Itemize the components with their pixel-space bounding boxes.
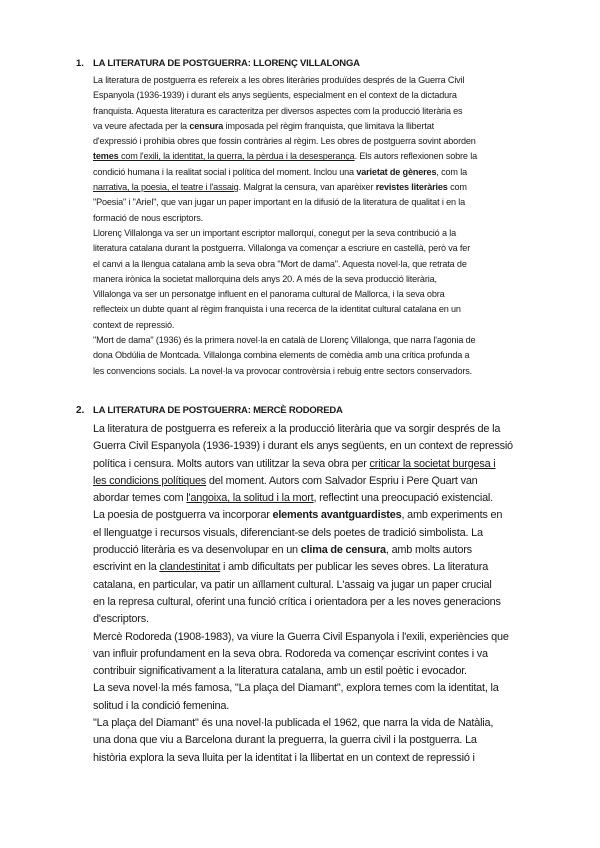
text-line — [93, 421, 513, 438]
text-line — [93, 104, 477, 119]
text-run: una dona que viu a Barcelona durant la preguerra, la guerra civil i la postguerra. La — [93, 734, 477, 747]
text-line — [93, 594, 513, 611]
underlined-phrase: l'angoixa, la solitud i la mort — [186, 492, 314, 505]
text-run: condició humana i la realitat social i política del moment. Inclou una — [93, 166, 357, 177]
text-line — [93, 241, 477, 256]
text-run: Villalonga va ser un personatge influent en el panorama cultural de Mallorca, i la seva obra — [93, 289, 445, 300]
text-run: La seva novel·la més famosa, "La plaça del Diamant", explora temes com la identitat, la — [93, 682, 499, 695]
text-run: Mercè Rodoreda (1908-1983), va viure la Guerra Civil Espanyola i l'exili, experiències que — [93, 630, 509, 643]
text-line — [93, 646, 513, 663]
text-line — [93, 715, 513, 732]
text-line — [93, 333, 477, 348]
text-line — [93, 348, 477, 363]
text-line — [93, 750, 513, 767]
text-line — [93, 149, 477, 164]
text-run: com — [447, 182, 467, 193]
bold-term: elements avantguardistes — [272, 509, 402, 522]
text-line — [93, 257, 477, 272]
text-run: van influir profundament en la seva obra. Rodoreda va començar escrivint contes i va — [93, 647, 488, 660]
text-run: contribuir significativament a la literatura catalana, amb un estil poètic i evocador. — [93, 665, 467, 678]
bold-term: clima de censura — [300, 544, 386, 557]
text-run: el llenguatge i recursos visuals, diferenciant-se dels poetes de tradició simbolista. La — [93, 526, 483, 539]
text-line — [93, 119, 477, 134]
text-line — [93, 287, 477, 302]
underlined-phrase: narrativa, la poesia, el teatre i l'assaig — [93, 182, 239, 193]
text-line — [93, 195, 477, 210]
text-run: va veure afectada per la — [93, 120, 190, 131]
text-line — [93, 490, 513, 507]
text-run: solitud i la condició femenina. — [93, 699, 230, 712]
text-run: "Mort de dama" (1936) és la primera novel·la en català de Llorenç Villalonga, que narra l'agonia de — [93, 335, 476, 346]
text-run: història explora la seva lluita per la identitat i la llibertat en un context de repressió i — [93, 751, 475, 764]
text-run: abordar temes com — [93, 492, 187, 505]
text-line — [93, 272, 477, 287]
text-line — [93, 732, 513, 749]
text-run: franquista. Aquesta literatura es caracteritza per diversos aspectes com la producció literària es — [93, 105, 463, 116]
text-run: La literatura de postguerra es refereix a la producció literària que va sorgir després de la — [93, 423, 501, 435]
text-run: en la represa cultural, oferint una funció crítica i orientadora per a les noves generacions — [93, 595, 501, 608]
text-run: d'escriptors. — [93, 613, 149, 626]
text-run: . Els autors reflexionen sobre la — [354, 151, 477, 162]
text-line — [93, 663, 513, 680]
text-run: , com la — [436, 166, 468, 177]
text-run: producció literària es va desenvolupar en un — [93, 544, 301, 557]
bold-term: temes — [93, 151, 119, 162]
text-line — [93, 525, 513, 542]
text-run: Llorenç Villalonga va ser un important escriptor mallorquí, conegut per la seva contribució a la — [93, 227, 457, 238]
text-run: Guerra Civil Espanyola (1936-1939) i durant els anys següents, en un context de repressió — [93, 440, 513, 453]
text-run: escrivint en la — [93, 561, 160, 574]
text-line — [93, 73, 477, 88]
text-line — [93, 629, 513, 646]
text-line — [93, 165, 477, 180]
text-run: d'expressió i prohibia obres que fossin contràries al règim. Les obres de postguerra sovint aborden — [93, 136, 476, 147]
text-run: "Poesia" i "Ariel", que van jugar un paper important en la difusió de la literatura de qualitat i en la — [93, 197, 466, 208]
section-body — [93, 421, 513, 767]
text-line — [93, 507, 513, 524]
text-run: del moment. Autors com Salvador Espriu i Pere Quart van — [206, 474, 478, 487]
text-run: i amb dificultats per publicar les seves obres. La literatura — [220, 561, 489, 574]
section-heading: LA LITERATURA DE POSTGUERRA: MERCÈ RODOREDA — [93, 405, 343, 416]
section-body — [93, 73, 477, 379]
section-number: 2. — [76, 405, 85, 416]
text-line — [93, 577, 513, 594]
text-line — [93, 302, 477, 317]
text-run: el canvi a la llengua catalana amb la seva obra "Mort de dama". Aquesta novel·la, que retrata de — [93, 258, 467, 269]
bold-term: varietat de gèneres — [356, 166, 437, 177]
text-run: , amb molts autors — [385, 544, 472, 557]
text-run: imposada pel règim franquista, que limitava la llibertat — [223, 120, 435, 131]
text-line — [93, 88, 477, 103]
text-line — [93, 438, 513, 455]
bold-term: revistes literàries — [375, 182, 448, 193]
text-run: literatura catalana durant la postguerra. Villalonga va començar a escriure en castellà, però va fer — [93, 243, 471, 254]
underlined-phrase: criticar la societat burgesa i — [369, 457, 496, 470]
text-run: formació de nous escriptors. — [93, 212, 204, 223]
text-run: manera irònica la societat mallorquina dels anys 20. A més de la seva producció literària, — [93, 273, 437, 284]
text-run: Espanyola (1936-1939) i durant els anys següents, especialment en el context de la dictadura — [93, 90, 457, 101]
text-run: catalana, en particular, va patir un aïllament cultural. L'assaig va jugar un paper crucial — [93, 578, 492, 591]
text-line — [93, 226, 477, 241]
text-line — [93, 473, 513, 490]
underlined-phrase: clandestinitat — [159, 561, 221, 574]
text-line — [93, 559, 513, 576]
text-line — [93, 211, 477, 226]
underlined-phrase: les condicions polítiques — [93, 474, 207, 487]
section-heading: LA LITERATURA DE POSTGUERRA: LLORENÇ VILLALONGA — [93, 58, 360, 69]
text-run: les convencions socials. La novel·la va provocar controvèrsia i rebuig entre sectors conservadors. — [93, 365, 473, 376]
bold-term: censura — [189, 120, 224, 131]
underlined-phrase: com l'exili, la identitat, la guerra, la pèrdua i la desesperança — [120, 151, 355, 162]
text-line — [93, 364, 477, 379]
text-line — [93, 698, 513, 715]
text-line — [93, 680, 513, 697]
text-run: , amb experiments en — [401, 509, 503, 522]
text-line — [93, 542, 513, 559]
text-run: . Malgrat la censura, van aparèixer — [238, 182, 376, 193]
text-run: dona Obdúlia de Montcada. Villalonga combina elements de comèdia amb una crítica profunda a — [93, 350, 470, 361]
text-line — [93, 456, 513, 473]
text-run: política i censura. Molts autors van utilitzar la seva obra per — [93, 457, 370, 470]
text-line — [93, 611, 513, 628]
text-line — [93, 180, 477, 195]
text-line — [93, 318, 477, 333]
text-line — [93, 134, 477, 149]
text-run: La literatura de postguerra es refereix a les obres literàries produïdes després de la Guerra Civil — [93, 75, 465, 85]
text-run: reflecteix un dubte quant al règim franquista i una recerca de la identitat cultural catalana en un — [93, 304, 461, 315]
text-run: context de repressió. — [93, 319, 175, 330]
text-run: La poesia de postguerra va incorporar — [93, 509, 273, 522]
text-run: "La plaça del Diamant" és una novel·la publicada el 1962, que narra la vida de Natàlia, — [93, 717, 494, 730]
section-number: 1. — [76, 58, 84, 69]
text-run: , reflectint una preocupació existencial. — [313, 492, 493, 505]
